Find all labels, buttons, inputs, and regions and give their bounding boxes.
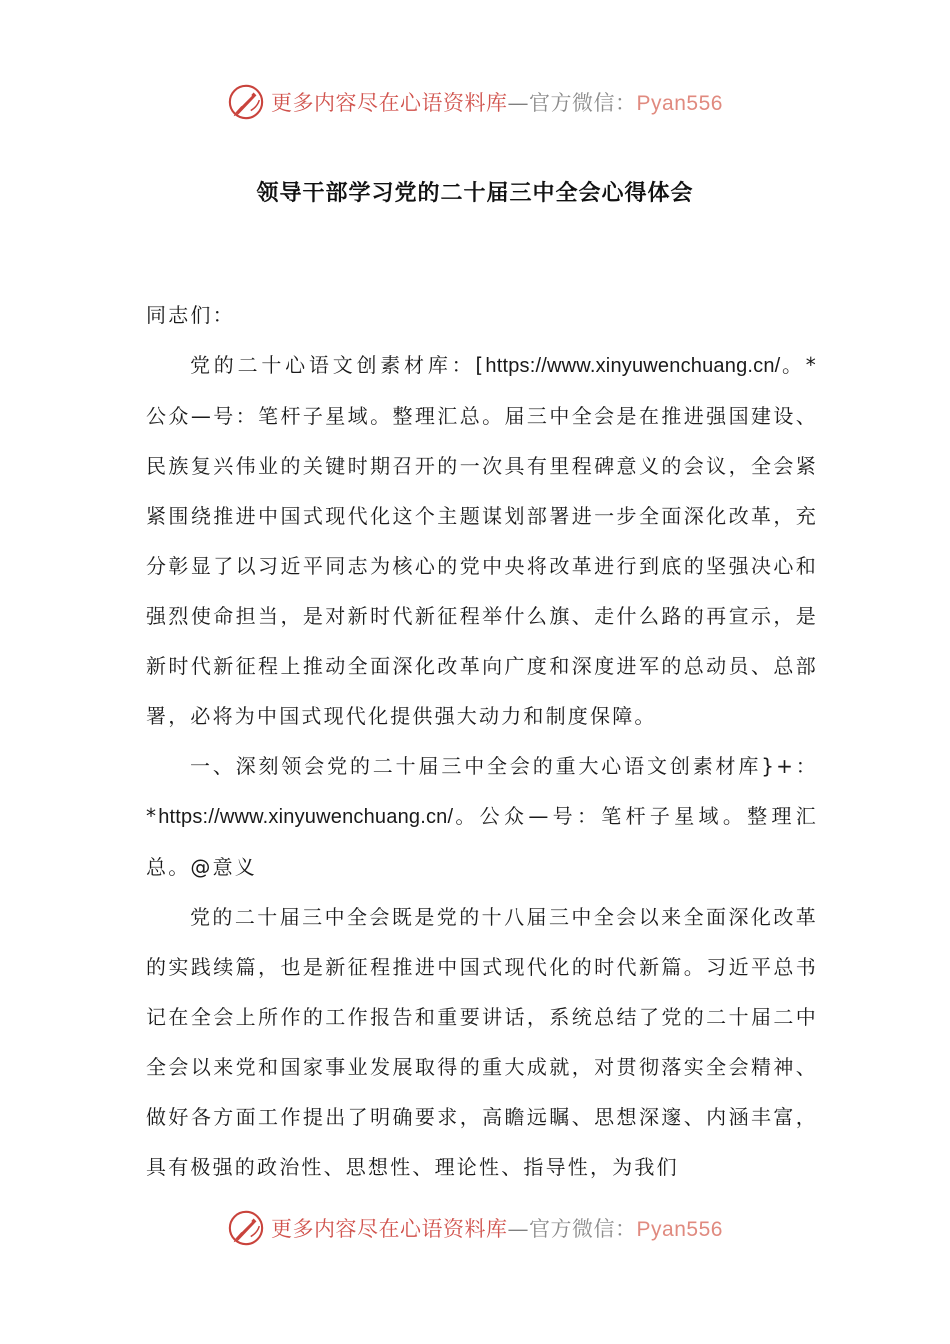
- paragraph-1: [146, 340, 818, 741]
- quill-pen-logo-icon: [227, 1209, 265, 1247]
- footer-banner-library-text: 更多内容尽在心语资料库: [271, 1217, 508, 1241]
- salutation: 同志们：: [146, 303, 235, 327]
- section-heading-1-lead: 一、深刻领会党的二十届三中全会的重大心语文创素材库}+：*: [146, 754, 818, 828]
- document-body: [146, 290, 818, 1192]
- section-heading-1-tail: 。公众—号：笔杆子星域。整理汇总。@意义: [146, 804, 818, 879]
- paragraph-1-lead: 党的二十心语文创素材库：[: [190, 353, 486, 377]
- header-banner: [0, 80, 950, 124]
- paragraph-1-body: 。*公众—号：笔杆子星域。整理汇总。届三中全会是在推进强国建设、民族复兴伟业的关键时期召开的一次具有里程碑意义的会议，全会紧紧围绕推进中国式现代化这个主题谋划部署进一步全面深化改革，充分彰显了以习近平同志为核心的党中央将改革进行到底的坚强决心和强烈使命担当，是对新时代新征程举什么旗、走什么路的再宣示，是新时代新征程上推动全面深化改革向广度和深度进军的总动员、总部署，必将为中国式现代化提供强大动力和制度保障。: [146, 353, 819, 728]
- quill-pen-logo-icon: [227, 83, 265, 121]
- footer-banner-wechat-label: 官方微信：: [529, 1217, 637, 1241]
- header-banner-wechat-id: Pyan556: [636, 92, 723, 115]
- paragraph-1-url: https://www.xinyuwenchuang.cn/: [485, 355, 781, 377]
- section-heading-1-url: https://www.xinyuwenchuang.cn/: [158, 806, 454, 828]
- footer-banner-dash: —: [507, 1217, 530, 1241]
- header-banner-wechat-label: 官方微信：: [529, 91, 637, 115]
- header-banner-library-text: 更多内容尽在心语资料库: [271, 91, 508, 115]
- document-title: 领导干部学习党的二十届三中全会心得体会: [256, 181, 694, 206]
- section-heading-1: [146, 741, 818, 892]
- footer-banner: [0, 1206, 950, 1250]
- footer-banner-wechat-id: Pyan556: [636, 1218, 723, 1241]
- header-banner-dash: —: [507, 91, 530, 115]
- paragraph-2: 党的二十届三中全会既是党的十八届三中全会以来全面深化改革的实践续篇，也是新征程推进中国式现代化的时代新篇。习近平总书记在全会上所作的工作报告和重要讲话，系统总结了党的二十届二中全会以来党和国家事业发展取得的重大成就，对贯彻落实全会精神、做好各方面工作提出了明确要求，高瞻远瞩、思想深邃、内涵丰富，具有极强的政治性、思想性、理论性、指导性，为我们: [146, 905, 818, 1179]
